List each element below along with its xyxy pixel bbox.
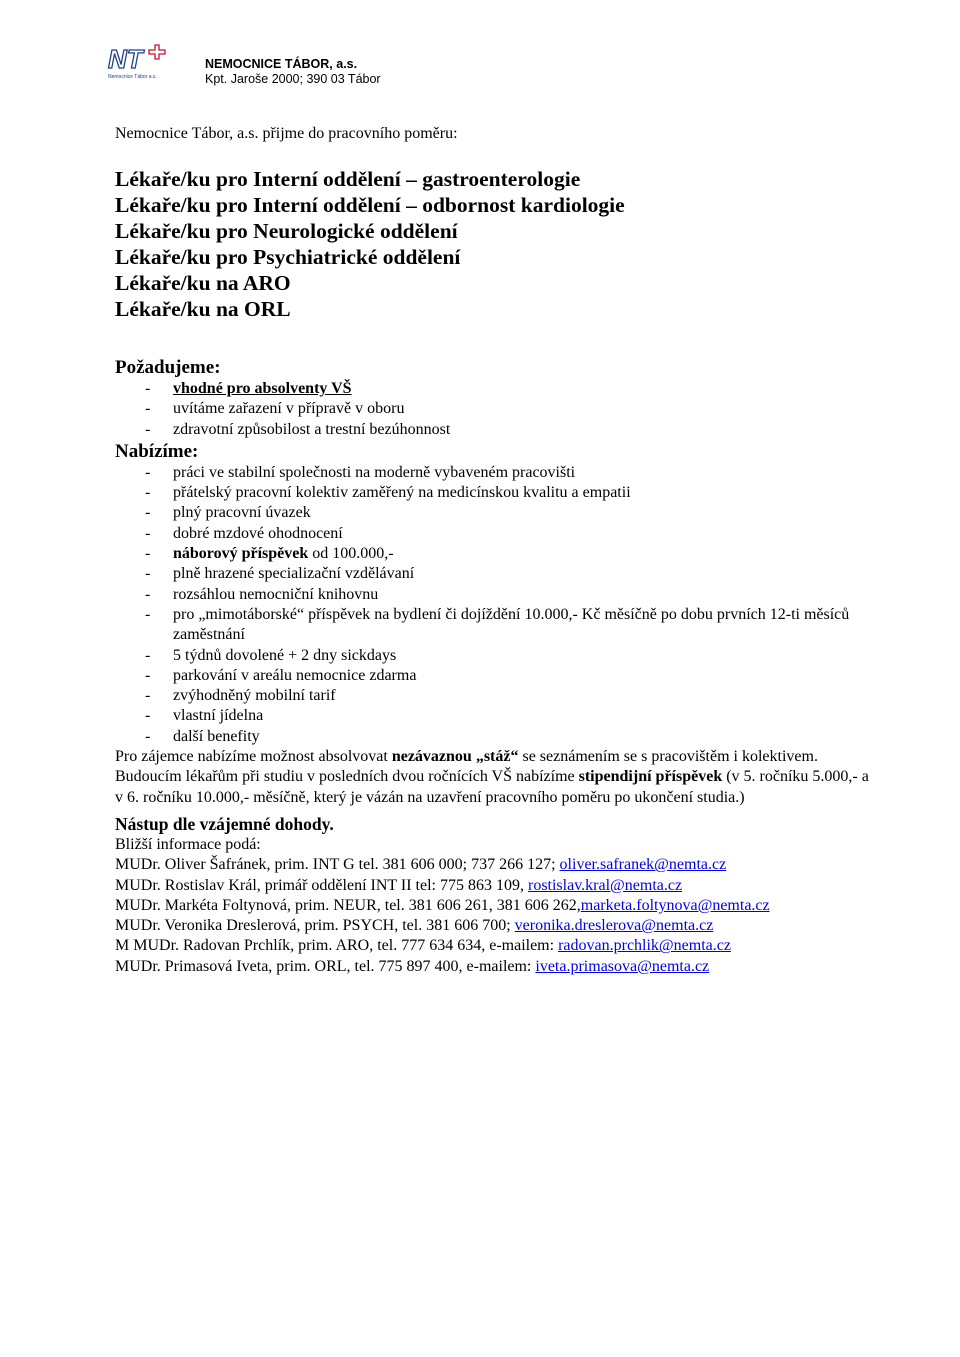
- contact-details: MUDr. Veronika Dreslerová, prim. PSYCH, tel. 381 606 700;: [115, 917, 515, 935]
- offer-item: - rozsáhlou nemocniční knihovnu: [115, 585, 875, 605]
- scholarship-paragraph: [115, 767, 875, 808]
- position-item: Lékaře/ku pro Psychiatrické oddělení: [115, 245, 461, 269]
- hospital-logo: [107, 44, 167, 82]
- contact-email-link[interactable]: radovan.prchlik@nemta.cz: [558, 937, 731, 955]
- position-item: Lékaře/ku pro Interní oddělení – odbornost kardiologie: [115, 193, 625, 217]
- offer-item: - přátelský pracovní kolektiv zaměřený na medicínskou kvalitu a empatii: [115, 483, 875, 503]
- contact-line: [115, 876, 875, 896]
- requirement-item: [115, 379, 875, 399]
- offer-item: - zvýhodněný mobilní tarif: [115, 686, 875, 706]
- logo-subtext: Nemocnice Tábor a.s.: [108, 74, 157, 80]
- position-item: Lékaře/ku na ORL: [115, 297, 291, 321]
- contact-intro: Bližší informace podá:: [115, 835, 261, 853]
- organization-address: Kpt. Jaroše 2000; 390 03 Tábor: [205, 72, 381, 86]
- contact-details: MUDr. Markéta Foltynová, prim. NEUR, tel. 381 606 261, 381 606 262,: [115, 896, 581, 914]
- contact-line: [115, 957, 875, 977]
- offer-item: - plný pracovní úvazek: [115, 503, 875, 523]
- contact-details: M MUDr. Radovan Prchlík, prim. ARO, tel. 777 634 634, e-mailem:: [115, 937, 559, 955]
- contact-line: [115, 896, 875, 916]
- offer-body: [115, 356, 875, 977]
- organization-name: NEMOCNICE TÁBOR, a.s.: [205, 57, 358, 71]
- offer-list: [115, 463, 875, 747]
- contact-email-link[interactable]: oliver.safranek@nemta.cz: [559, 856, 727, 874]
- requirement-item: - uvítáme zařazení v přípravě v oboru: [115, 399, 875, 419]
- contact-details: MUDr. Primasová Iveta, prim. ORL, tel. 775 897 400, e-mailem:: [115, 957, 536, 975]
- recruitment-bonus-amount: od 100.000,-: [308, 545, 394, 563]
- contact-line: [115, 936, 875, 956]
- offer-item: - další benefity: [115, 727, 875, 747]
- contact-email-link[interactable]: marketa.foltynova@nemta.cz: [580, 896, 770, 914]
- requirements-list: [115, 379, 875, 440]
- contact-line: [115, 855, 875, 875]
- organization-block: [205, 57, 381, 87]
- position-item: Lékaře/ku na ARO: [115, 271, 291, 295]
- offer-heading: Nabízíme:: [115, 440, 199, 462]
- position-item: Lékaře/ku pro Interní oddělení – gastroenterologie: [115, 167, 581, 191]
- requirement-highlight: vhodné pro absolventy VŠ: [173, 380, 352, 397]
- internship-text-end: se seznámením se s pracovištěm i kolektivem.: [518, 748, 818, 766]
- letterhead: [107, 44, 707, 94]
- contact-details: MUDr. Rostislav Král, primář oddělení INT II tel: 775 863 109,: [115, 876, 528, 894]
- contact-email-link[interactable]: veronika.dreslerova@nemta.cz: [514, 917, 714, 935]
- internship-text: Pro zájemce nabízíme možnost absolvovat: [115, 748, 392, 766]
- internship-highlight: nezávaznou „stáž“: [391, 748, 519, 766]
- recruitment-bonus-label: náborový příspěvek: [173, 545, 309, 563]
- requirements-heading: Požadujeme:: [115, 357, 221, 378]
- svg-text:NT: NT: [108, 44, 143, 74]
- contact-line: [115, 916, 875, 936]
- contact-details: MUDr. Oliver Šafránek, prim. INT G tel. 381 606 000; 737 266 127;: [115, 856, 560, 874]
- positions-list: [115, 166, 625, 322]
- scholarship-highlight: stipendijní příspěvek: [578, 768, 723, 786]
- offer-item: - dobré mzdové ohodnocení: [115, 524, 875, 544]
- offer-item: [115, 544, 875, 564]
- offer-item: - parkování v areálu nemocnice zdarma: [115, 666, 875, 686]
- contact-email-link[interactable]: rostislav.kral@nemta.cz: [527, 876, 683, 894]
- offer-item: - práci ve stabilní společnosti na moderně vybaveném pracovišti: [115, 463, 875, 483]
- internship-paragraph: [115, 747, 875, 767]
- requirement-item: - zdravotní způsobilost a trestní bezúhonnost: [115, 420, 875, 440]
- offer-item: - vlastní jídelna: [115, 706, 875, 726]
- contact-email-link[interactable]: iveta.primasova@nemta.cz: [535, 957, 710, 975]
- scholarship-text-end: (v 5. ročníku 5.000,- a v 6. ročníku 10.000,- měsíčně, který je vázán na uzavření pracovního poměru po ukončení studia.): [115, 768, 869, 806]
- offer-item: - 5 týdnů dovolené + 2 dny sickdays: [115, 646, 875, 666]
- intro-text: Nemocnice Tábor, a.s. přijme do pracovního poměru:: [115, 125, 458, 142]
- scholarship-text: Budoucím lékařům při studiu v posledních dvou ročnících VŠ nabízíme: [115, 768, 579, 786]
- position-item: Lékaře/ku pro Neurologické oddělení: [115, 219, 458, 243]
- nt-plus-logo-icon: [107, 44, 167, 74]
- offer-item: - pro „mimotáborské“ příspěvek na bydlení či dojíždění 10.000,- Kč měsíčně po dobu prvních 12-ti měsíců zaměstnání: [115, 605, 875, 646]
- offer-item: - plně hrazené specializační vzdělávaní: [115, 564, 875, 584]
- start-date-note: Nástup dle vzájemné dohody.: [115, 813, 334, 834]
